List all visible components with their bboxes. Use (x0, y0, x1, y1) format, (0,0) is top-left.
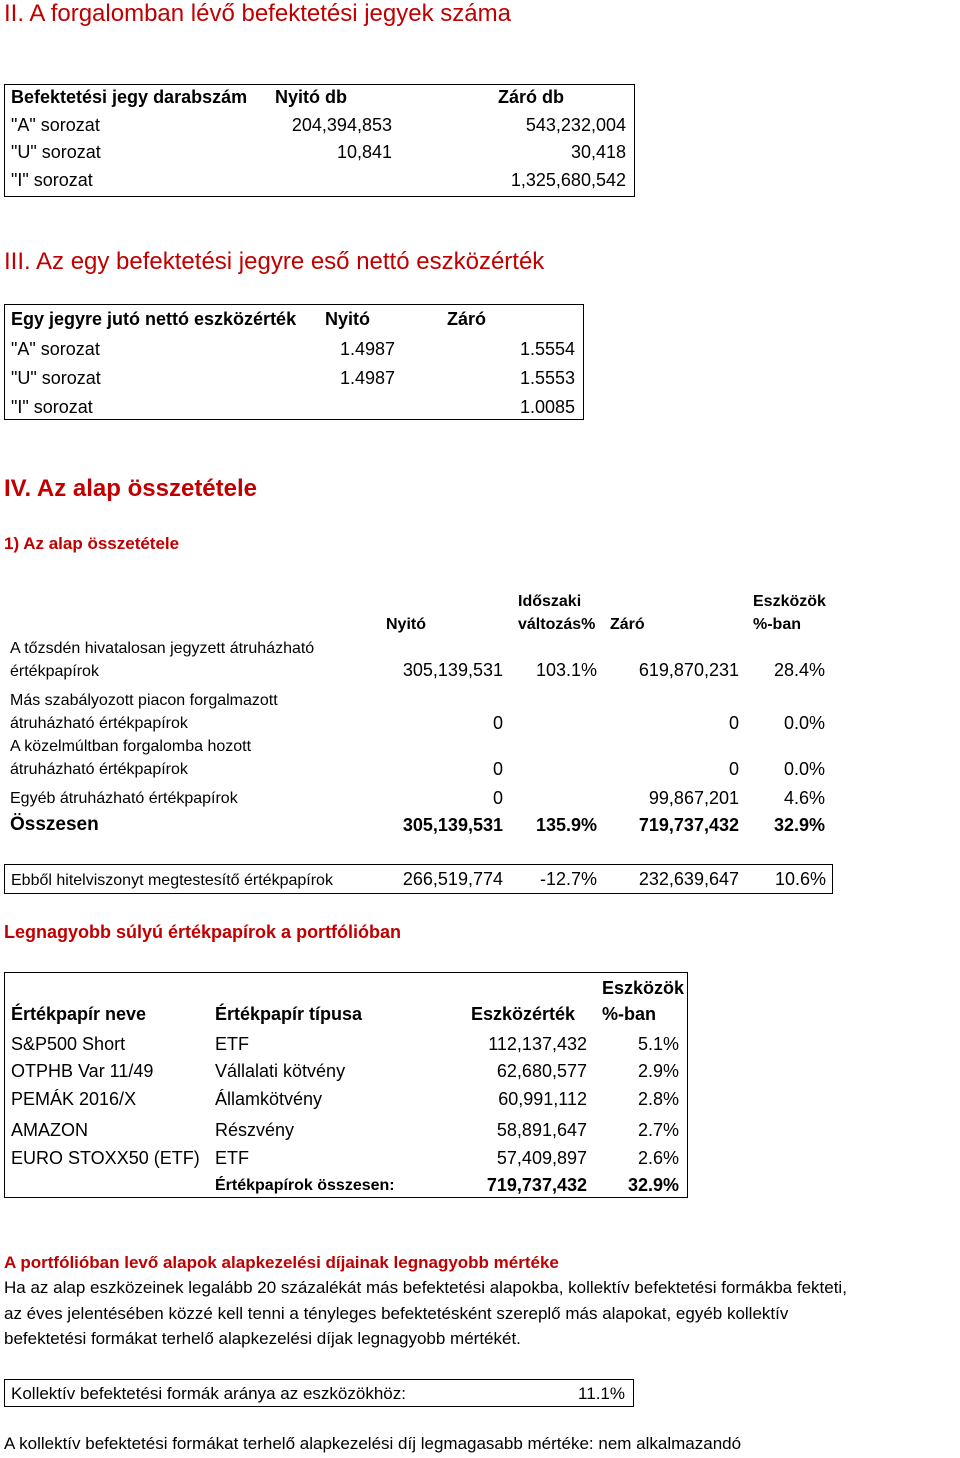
fees-paragraph-line1: Ha az alap eszközeinek legalább 20 százalékát más befektetési alapokba, kollektív befektetési formákba fekteti, (4, 1278, 847, 1297)
section4-heading: IV. Az alap összetétele (4, 475, 258, 502)
units-row-close: 30,418 (570, 142, 626, 162)
section4-subheading: 1) Az alap összetétele (4, 534, 180, 553)
units-header-label: Befektetési jegy darabszám (11, 87, 248, 107)
comp-row-change: 103.1% (535, 660, 597, 680)
comp-header-change-l1: Időszaki (518, 593, 582, 610)
nav-row-open: 1.4987 (339, 339, 395, 359)
units-row-close: 1,325,680,542 (510, 170, 626, 190)
comp-row-close: 0 (728, 759, 739, 779)
holding-share: 2.8% (637, 1089, 679, 1109)
holdings-total-share: 32.9% (627, 1175, 679, 1195)
comp-row-close: 619,870,231 (638, 660, 739, 680)
nav-row-close: 1.0085 (519, 397, 575, 417)
holding-share: 2.7% (637, 1120, 679, 1140)
nav-table (4, 304, 584, 420)
units-table (4, 84, 635, 197)
nav-row-open: 1.4987 (339, 368, 395, 388)
comp-row-label-l1: A közelmúltban forgalomba hozott (10, 738, 252, 755)
comp-row-close: 0 (728, 713, 739, 733)
comp-total-close: 719,737,432 (638, 815, 739, 835)
comp-row-open: 0 (492, 713, 503, 733)
nav-header-close: Záró (447, 309, 487, 329)
comp-header-share-l1: Eszközök (753, 593, 826, 610)
comp-row-share: 0.0% (783, 759, 825, 779)
largest-heading: Legnagyobb súlyú értékpapírok a portfólióban (4, 922, 402, 942)
comp-total-change: 135.9% (535, 815, 597, 835)
section3-heading: III. Az egy befektetési jegyre eső nettó eszközérték (4, 248, 545, 275)
ratio-box (4, 1379, 634, 1407)
units-row-open: 10,841 (336, 142, 392, 162)
nav-row-close: 1.5554 (519, 339, 575, 359)
nav-row-label: "A" sorozat (11, 339, 100, 359)
comp-header-share-l2: %-ban (753, 616, 801, 633)
holding-value: 58,891,647 (496, 1120, 587, 1140)
fees-paragraph-line3: befektetési formákat terhelő alapkezelési díjak legnagyobb mértékét. (4, 1329, 521, 1348)
holding-type: Vállalati kötvény (215, 1061, 346, 1081)
debt-securities-row (4, 864, 833, 894)
comp-total-label: Összesen (10, 814, 99, 835)
holding-type: Államkötvény (215, 1089, 323, 1109)
units-header-open: Nyitó db (275, 87, 347, 107)
holdings-header-share-l2: %-ban (602, 1004, 656, 1024)
holding-share: 5.1% (637, 1034, 679, 1054)
units-row-label: "A" sorozat (11, 115, 100, 135)
comp-header-close: Záró (610, 616, 645, 633)
nav-header-label: Egy jegyre jutó nettó eszközérték (11, 309, 297, 329)
holdings-total-value: 719,737,432 (486, 1175, 587, 1195)
units-row-label: "U" sorozat (11, 142, 101, 162)
comp-row-label: Egyéb átruházható értékpapírok (10, 790, 238, 807)
fees-heading: A portfólióban levő alapok alapkezelési díjainak legnagyobb mértéke (4, 1253, 559, 1272)
comp-row-open: 0 (492, 759, 503, 779)
debt-close: 232,639,647 (638, 869, 739, 889)
debt-change: -12.7% (539, 869, 597, 889)
ratio-value: 11.1% (578, 1384, 625, 1403)
fees-footer: A kollektív befektetési formákat terhelő alapkezelési díj legmagasabb mértéke: nem alkalmazandó (4, 1434, 742, 1453)
fees-paragraph-line2: az éves jelentésében közzé kell tenni a tényleges befektetésként szereplő más alapokat, egyéb kollektív (4, 1304, 789, 1323)
comp-row-label-l1: A tőzsdén hivatalosan jegyzett átruházható (10, 640, 315, 657)
holding-share: 2.9% (637, 1061, 679, 1081)
nav-row-close: 1.5553 (519, 368, 575, 388)
comp-row-open: 305,139,531 (402, 660, 503, 680)
debt-share: 10.6% (774, 869, 826, 889)
comp-row-label-l2: átruházható értékpapírok (10, 715, 188, 732)
comp-row-share: 28.4% (773, 660, 825, 680)
comp-row-open: 0 (492, 788, 503, 808)
comp-header-open: Nyitó (386, 616, 426, 633)
holding-name: AMAZON (11, 1120, 89, 1140)
debt-label: Ebből hitelviszonyt megtestesítő értékpapírok (11, 872, 333, 889)
nav-row-label: "I" sorozat (11, 397, 93, 417)
comp-row-close: 99,867,201 (648, 788, 739, 808)
holdings-header-name: Értékpapír neve (11, 1004, 147, 1024)
units-row-close: 543,232,004 (525, 115, 626, 135)
holding-value: 57,409,897 (496, 1148, 587, 1168)
units-row-label: "I" sorozat (11, 170, 93, 190)
comp-total-open: 305,139,531 (402, 815, 503, 835)
holding-type: ETF (215, 1148, 249, 1168)
holding-value: 62,680,577 (496, 1061, 587, 1081)
comp-row-label-l2: átruházható értékpapírok (10, 761, 188, 778)
comp-total-share: 32.9% (773, 815, 825, 835)
section2-heading: II. A forgalomban lévő befektetési jegyek száma (4, 0, 511, 27)
holding-name: PEMÁK 2016/X (11, 1089, 137, 1109)
holding-name: S&P500 Short (11, 1034, 126, 1054)
holding-share: 2.6% (637, 1148, 679, 1168)
holdings-header-value: Eszközérték (471, 1004, 576, 1024)
comp-row-label-l2: értékpapírok (10, 663, 99, 680)
comp-row-share: 0.0% (783, 713, 825, 733)
units-header-close: Záró db (498, 87, 564, 107)
holding-type: ETF (215, 1034, 249, 1054)
holdings-total-label: Értékpapírok összesen: (215, 1177, 395, 1194)
comp-header-change-l2: változás% (518, 616, 596, 633)
holding-name: OTPHB Var 11/49 (11, 1061, 154, 1081)
debt-open: 266,519,774 (402, 869, 503, 889)
holding-value: 60,991,112 (498, 1089, 587, 1109)
holding-name: EURO STOXX50 (ETF) (11, 1148, 200, 1168)
holding-type: Részvény (215, 1120, 295, 1140)
comp-row-label-l1: Más szabályozott piacon forgalmazott (10, 692, 278, 709)
holding-value: 112,137,432 (488, 1034, 587, 1054)
holdings-header-share-l1: Eszközök (602, 978, 685, 998)
holdings-table (4, 972, 688, 1198)
nav-row-label: "U" sorozat (11, 368, 101, 388)
holdings-header-type: Értékpapír típusa (215, 1004, 363, 1024)
units-row-open: 204,394,853 (291, 115, 392, 135)
comp-row-share: 4.6% (783, 788, 825, 808)
nav-header-open: Nyitó (325, 309, 370, 329)
ratio-label: Kollektív befektetési formák aránya az eszközökhöz: (11, 1384, 406, 1403)
